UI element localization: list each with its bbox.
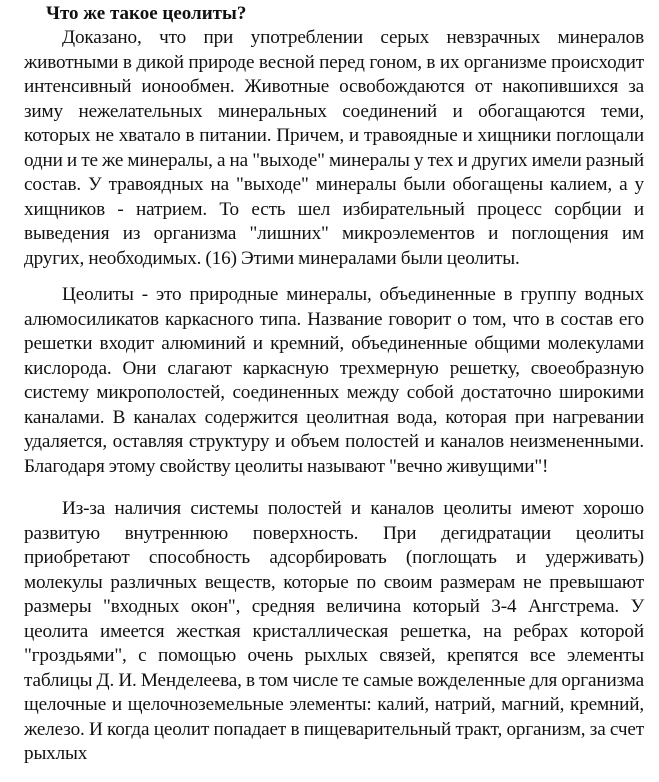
section-heading: Что же такое цеолиты? <box>46 3 247 24</box>
paragraph-2: Цеолиты - это природные минералы, объединенные в группу водных алюмосиликатов каркасного типа. Название говорит о том, что в состав его решетки входит алюминий и кремний, объединенные общими молекулами кислорода. Они слагают каркасную трехмерную решетку, своеобразную систему микрополостей, соединенных между собой достаточно широкими каналами. В каналах содержится цеолитная вода, которая при нагревании удаляется, оставляя структуру и объем полостей и каналов неизмененными. Благодаря этому свойству цеолиты называют "вечно живущими"! <box>24 284 644 477</box>
paragraph-1: Доказано, что при употреблении серых невзрачных минералов животными в дикой природе весной перед гоном, в их организме происходит интенсивный ионообмен. Животные освобождаются от накопившихся за зиму нежелательных минеральных соединений и обогащаются теми, которых не хватало в питании. Причем, и травоядные и хищники поглощали одни и те же минералы, а на "выходе" минералы у тех и других имели разный состав. У травоядных на "выходе" минералы были обогащены калием, а у хищников - натрием. То есть шел избирательный процесс сорбции и выведения из организма "лишних" микроэлементов и поглощения им других, необходимых. (16) Этими минералами были цеолиты. <box>24 27 644 269</box>
paragraph-3: Из-за наличия системы полостей и каналов цеолиты имеют хорошо развитую внутреннюю поверхность. При дегидратации цеолиты приобретают способность адсорбировать (поглощать и удерживать) молекулы различных веществ, которые по своим размерам не превышают размеры "входных окон", средняя величина который 3-4 Ангстрема. У цеолита имеется жесткая кристаллическая решетка, на ребрах которой "гроздьями", с помощью очень рыхлых связей, крепятся все элементы таблицы Д. И. Менделеева, в том числе те самые вожделенные для организма щелочные и щелочноземельные элементы: калий, натрий, магний, кремний, железо. И когда цеолит попадает в пищеварительный тракт, организм, за счет рыхлых <box>24 498 644 764</box>
